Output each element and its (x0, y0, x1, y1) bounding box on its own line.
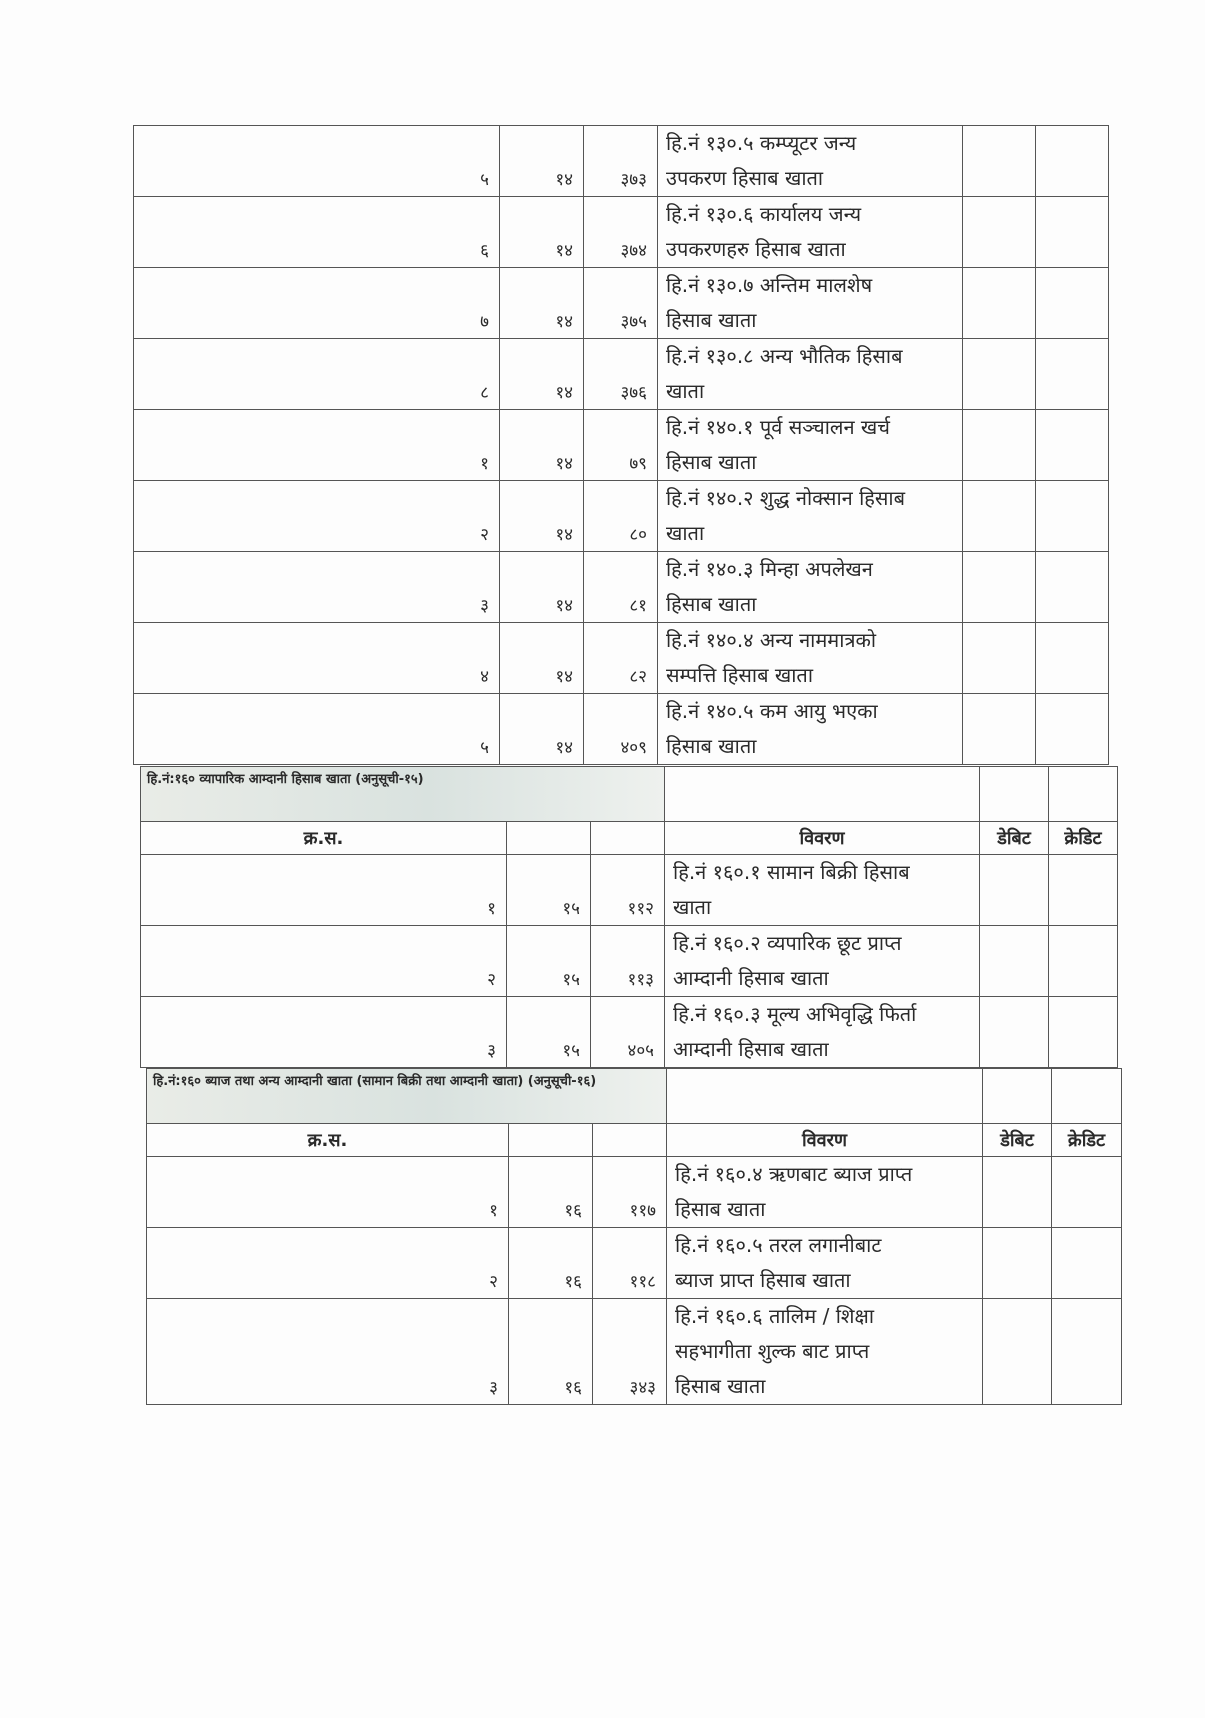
column-header-debit: डेबिट (983, 1124, 1052, 1157)
credit-cell (1049, 926, 1118, 997)
account-code: ११७ (593, 1157, 667, 1228)
column-header-desc: विवरण (667, 1124, 983, 1157)
serial-number: २ (147, 1228, 509, 1299)
table-row (141, 997, 1118, 1068)
column-header-credit: क्रेडिट (1049, 822, 1118, 855)
group-code: १४ (500, 623, 584, 694)
table-row (147, 1157, 1122, 1228)
section-title-row (141, 767, 1118, 822)
debit-cell (963, 694, 1036, 765)
debit-cell (963, 481, 1036, 552)
account-code: ८१ (584, 552, 658, 623)
account-description: हि.नं १४०.४ अन्य नाममात्रको सम्पत्ति हिसाब खाता (658, 623, 963, 694)
debit-cell (963, 268, 1036, 339)
group-code: १४ (500, 552, 584, 623)
credit-cell (1049, 997, 1118, 1068)
account-code: ४०५ (591, 997, 665, 1068)
account-description: हि.नं १६०.५ तरल लगानीबाट ब्याज प्राप्त हिसाब खाता (667, 1228, 983, 1299)
credit-cell (1049, 855, 1118, 926)
serial-number: १ (141, 855, 507, 926)
account-code: ३७६ (584, 339, 658, 410)
serial-number: १ (147, 1157, 509, 1228)
table-row (134, 552, 1109, 623)
table-row (134, 623, 1109, 694)
credit-cell (1036, 339, 1109, 410)
table-row (141, 855, 1118, 926)
debit-cell (963, 126, 1036, 197)
table-row (147, 1228, 1122, 1299)
group-code: १४ (500, 694, 584, 765)
table-row (134, 197, 1109, 268)
debit-cell (963, 410, 1036, 481)
credit-cell (1052, 1299, 1122, 1405)
column-header-sn: क्र.स. (141, 822, 507, 855)
account-description: हि.नं १६०.४ ऋणबाट ब्याज प्राप्त हिसाब खाता (667, 1157, 983, 1228)
account-description: हि.नं १३०.८ अन्य भौतिक हिसाब खाता (658, 339, 963, 410)
serial-number: ५ (134, 126, 500, 197)
section-title: हि.नं:१६० व्यापारिक आम्दानी हिसाब खाता (अनुसूची-१५) (141, 767, 665, 822)
account-code: ३७४ (584, 197, 658, 268)
group-code: १५ (507, 926, 591, 997)
credit-cell (1036, 623, 1109, 694)
account-table-3 (146, 1068, 1122, 1405)
credit-cell (1036, 552, 1109, 623)
account-description: हि.नं १४०.५ कम आयु भएका हिसाब खाता (658, 694, 963, 765)
credit-cell (1036, 694, 1109, 765)
group-code: १४ (500, 197, 584, 268)
table-row (134, 481, 1109, 552)
serial-number: २ (141, 926, 507, 997)
table-row (147, 1299, 1122, 1405)
header-row (141, 822, 1118, 855)
credit-cell (1036, 410, 1109, 481)
serial-number: ३ (141, 997, 507, 1068)
serial-number: १ (134, 410, 500, 481)
account-description: हि.नं १३०.७ अन्तिम मालशेष हिसाब खाता (658, 268, 963, 339)
debit-cell (983, 1299, 1052, 1405)
serial-number: ६ (134, 197, 500, 268)
account-code: ८२ (584, 623, 658, 694)
section-title-row (147, 1069, 1122, 1124)
debit-cell (983, 1157, 1052, 1228)
credit-cell (1036, 268, 1109, 339)
account-description: हि.नं १४०.२ शुद्ध नोक्सान हिसाब खाता (658, 481, 963, 552)
account-code: ११२ (591, 855, 665, 926)
group-code: १४ (500, 339, 584, 410)
debit-cell (963, 339, 1036, 410)
account-code: ७९ (584, 410, 658, 481)
group-code: १६ (509, 1299, 593, 1405)
group-code: १४ (500, 126, 584, 197)
account-description: हि.नं १३०.५ कम्प्यूटर जन्य उपकरण हिसाब खाता (658, 126, 963, 197)
group-code: १४ (500, 268, 584, 339)
credit-cell (1052, 1157, 1122, 1228)
credit-cell (1052, 1228, 1122, 1299)
debit-cell (980, 926, 1049, 997)
serial-number: २ (134, 481, 500, 552)
serial-number: ३ (147, 1299, 509, 1405)
account-code: ८० (584, 481, 658, 552)
serial-number: ४ (134, 623, 500, 694)
debit-cell (963, 197, 1036, 268)
table-row (141, 926, 1118, 997)
table-row (134, 339, 1109, 410)
account-code: ११८ (593, 1228, 667, 1299)
credit-cell (1036, 481, 1109, 552)
serial-number: ८ (134, 339, 500, 410)
group-code: १६ (509, 1228, 593, 1299)
account-description: हि.नं १४०.१ पूर्व सञ्चालन खर्च हिसाब खाता (658, 410, 963, 481)
section-title: हि.नं:१६० ब्याज तथा अन्य आम्दानी खाता (सामान बिक्री तथा आम्दानी खाता) (अनुसूची-१६) (147, 1069, 667, 1124)
account-code: ४०९ (584, 694, 658, 765)
column-header-sn: क्र.स. (147, 1124, 509, 1157)
account-description: हि.नं १३०.६ कार्यालय जन्य उपकरणहरु हिसाब खाता (658, 197, 963, 268)
serial-number: ७ (134, 268, 500, 339)
column-header-desc: विवरण (665, 822, 980, 855)
account-code: ३७५ (584, 268, 658, 339)
column-header-debit: डेबिट (980, 822, 1049, 855)
serial-number: ५ (134, 694, 500, 765)
account-table-2 (140, 766, 1118, 1068)
credit-cell (1036, 126, 1109, 197)
debit-cell (980, 855, 1049, 926)
account-description: हि.नं १६०.१ सामान बिक्री हिसाब खाता (665, 855, 980, 926)
debit-cell (980, 997, 1049, 1068)
account-code: ३७३ (584, 126, 658, 197)
account-description: हि.नं १४०.३ मिन्हा अपलेखन हिसाब खाता (658, 552, 963, 623)
debit-cell (963, 623, 1036, 694)
table-row (134, 694, 1109, 765)
column-header-credit: क्रेडिट (1052, 1124, 1122, 1157)
account-description: हि.नं १६०.६ तालिम / शिक्षा सहभागीता शुल्क बाट प्राप्त हिसाब खाता (667, 1299, 983, 1405)
header-row (147, 1124, 1122, 1157)
account-table-1 (133, 125, 1109, 765)
table-row (134, 268, 1109, 339)
group-code: १४ (500, 410, 584, 481)
debit-cell (963, 552, 1036, 623)
group-code: १५ (507, 997, 591, 1068)
debit-cell (983, 1228, 1052, 1299)
table-row (134, 126, 1109, 197)
table-row (134, 410, 1109, 481)
credit-cell (1036, 197, 1109, 268)
account-description: हि.नं १६०.२ व्यपारिक छूट प्राप्त आम्दानी हिसाब खाता (665, 926, 980, 997)
account-code: ११३ (591, 926, 665, 997)
group-code: १५ (507, 855, 591, 926)
account-description: हि.नं १६०.३ मूल्य अभिवृद्धि फिर्ता आम्दानी हिसाब खाता (665, 997, 980, 1068)
serial-number: ३ (134, 552, 500, 623)
group-code: १४ (500, 481, 584, 552)
group-code: १६ (509, 1157, 593, 1228)
account-code: ३४३ (593, 1299, 667, 1405)
